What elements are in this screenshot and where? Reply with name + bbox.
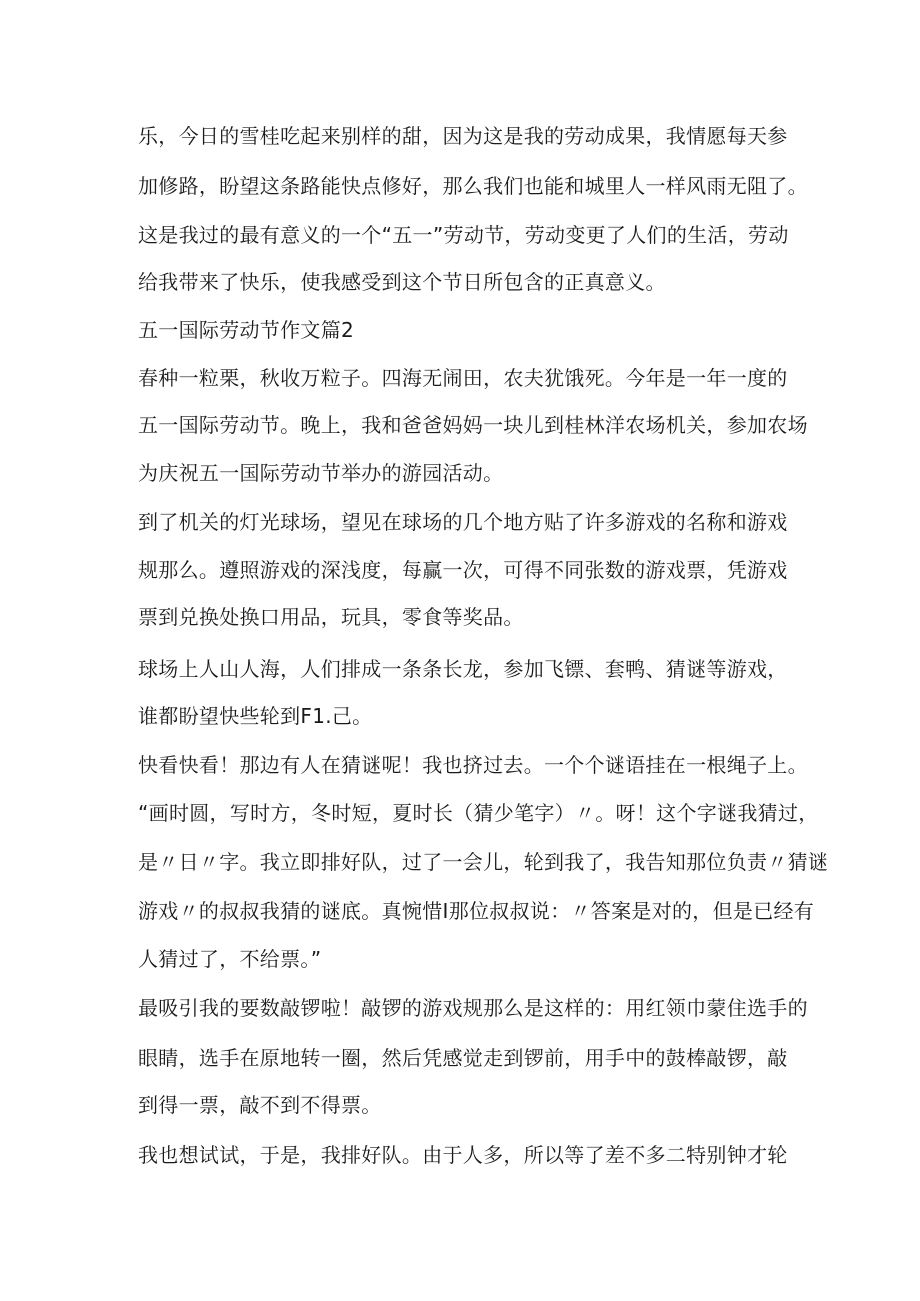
text-line: 给我带来了快乐，使我感受到这个节日所包含的正真意义。 xyxy=(138,270,666,294)
text-line: 为庆祝五一国际劳动节举办的游园活动。 xyxy=(138,461,504,485)
text-line: 票到兑换处换口用品，玩具，零食等奖品。 xyxy=(138,605,524,629)
text-line: 规那么。遵照游戏的深浅度，每赢一次，可得不同张数的游戏票，凭游戏 xyxy=(138,558,788,582)
text-line: 到得一票，敲不到不得票。 xyxy=(138,1093,382,1117)
text-line: “画时圆，写时方，冬时短，夏时长（猜少笔字）〃。呀！这个字谜我猜过， xyxy=(138,801,819,825)
text-line: 谁都盼望快些轮到F1.己。 xyxy=(138,704,373,728)
text-line: 加修路，盼望这条路能快点修好，那么我们也能和城里人一样风雨无阻了。 xyxy=(138,174,808,198)
text-line: 最吸引我的要数敲锣啦！敲锣的游戏规那么是这样的：用红领巾蒙住选手的 xyxy=(138,996,808,1020)
text-line: 到了机关的灯光球场，望见在球场的几个地方贴了许多游戏的名称和游戏 xyxy=(138,510,788,534)
section-heading: 五一国际劳动节作文篇2 xyxy=(138,318,355,342)
text-line: 五一国际劳动节。晚上，我和爸爸妈妈一块儿到桂林洋农场机关，参加农场 xyxy=(138,413,808,437)
text-line: 乐，今日的雪桂吃起来别样的甜，因为这是我的劳动成果，我情愿每天参 xyxy=(138,124,788,148)
text-line: 游戏〃的叔叔我猜的谜底。真惋惜I那位叔叔说：〃答案是对的，但是已经有 xyxy=(138,899,815,923)
text-line: 球场上人山人海，人们排成一条条长龙，参加飞镖、套鸭、猜谜等游戏， xyxy=(138,657,788,681)
text-line: 这是我过的最有意义的一个“五一”劳动节，劳动变更了人们的生活，劳动 xyxy=(138,223,789,247)
text-line: 快看快看！那边有人在猜谜呢！我也挤过去。一个个谜语挂在一根绳子上。 xyxy=(138,753,808,777)
text-line: 我也想试试，于是，我排好队。由于人多，所以等了差不多二特别钟才轮 xyxy=(138,1143,788,1167)
text-line: 眼睛，选手在原地转一圈，然后凭感觉走到锣前，用手中的鼓棒敲锣，敲 xyxy=(138,1046,788,1070)
text-line: 是〃日〃字。我立即排好队，过了一会儿，轮到我了，我告知那位负责〃猜谜 xyxy=(138,850,829,874)
text-line: 春种一粒栗，秋收万粒子。四海无闹田，农夫犹饿死。今年是一年一度的 xyxy=(138,366,788,390)
text-line: 人猜过了，不给票。” xyxy=(138,947,322,971)
